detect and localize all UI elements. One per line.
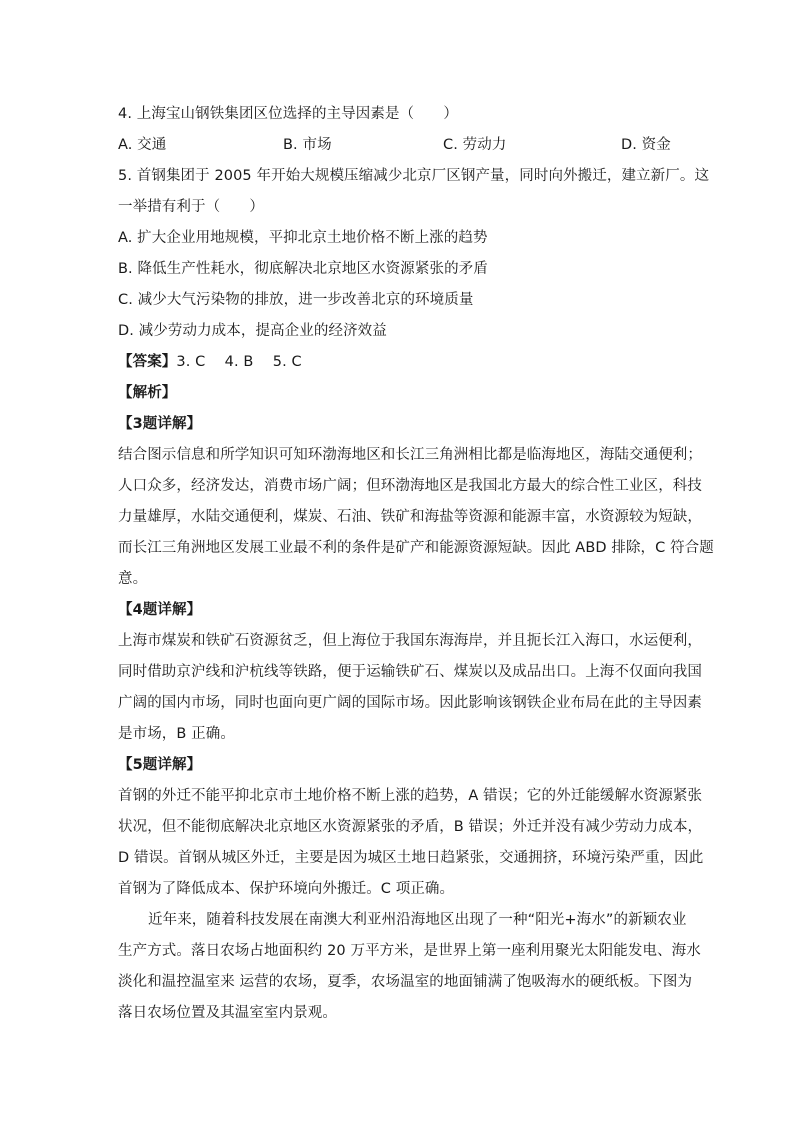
detail-5-line-4: 首钢为了降低成本、保护环境向外搬迁。C 项正确。 bbox=[118, 881, 455, 897]
question-5-option-c: C. 减少大气污染物的排放，进一步改善北京的环境质量 bbox=[118, 292, 474, 308]
question-5-option-d: D. 减少劳动力成本，提高企业的经济效益 bbox=[118, 323, 387, 339]
detail-3-line-1: 结合图示信息和所学知识可知环渤海地区和长江三角洲相比都是临海地区，海陆交通便利； bbox=[118, 447, 702, 463]
question-5-stem-line-1: 5. 首钢集团于 2005 年开始大规模压缩减少北京厂区钢产量，同时向外搬迁，建立新厂。这 bbox=[118, 168, 710, 184]
question-4-option-d: D. 资金 bbox=[621, 137, 671, 153]
question-4-option-b: B. 市场 bbox=[283, 137, 332, 153]
question-5-option-a: A. 扩大企业用地规模，平抑北京土地价格不断上涨的趋势 bbox=[118, 230, 488, 246]
detail-3-line-4: 而长江三角洲地区发展工业最不利的条件是矿产和能源资源短缺。因此 ABD 排除，C 符合题 bbox=[118, 540, 714, 556]
document-page bbox=[118, 99, 714, 1029]
passage-line-3: 淡化和温控温室来 运营的农场，夏季，农场温室的地面铺满了饱吸海水的硬纸板。下图为 bbox=[118, 974, 693, 990]
detail-5-line-2: 状况，但不能彻底解决北京地区水资源紧张的矛盾，B 错误；外迁并没有减少劳动力成本， bbox=[118, 819, 703, 835]
question-5-option-b: B. 降低生产性耗水，彻底解决北京地区水资源紧张的矛盾 bbox=[118, 261, 488, 277]
question-4-option-c: C. 劳动力 bbox=[443, 137, 507, 153]
detail-5-line-1: 首钢的外迁不能平抑北京市土地价格不断上涨的趋势，A 错误；它的外迁能缓解水资源紧张 bbox=[118, 788, 703, 804]
question-4-stem: 4. 上海宝山钢铁集团区位选择的主导因素是（ ） bbox=[118, 106, 458, 122]
passage-line-2: 生产方式。落日农场占地面积约 20 万平方米，是世界上第一座利用聚光太阳能发电、海水 bbox=[118, 943, 701, 959]
answer-label: 【答案】 bbox=[118, 354, 177, 370]
detail-3-line-3: 力量雄厚，水陆交通便利，煤炭、石油、铁矿和海盐等资源和能源丰富，水资源较为短缺， bbox=[118, 509, 702, 525]
passage-line-4: 落日农场位置及其温室室内景观。 bbox=[118, 1005, 337, 1021]
detail-3-label: 【3题详解】 bbox=[118, 416, 202, 432]
detail-5-label: 【5题详解】 bbox=[118, 757, 202, 773]
question-4-option-a: A. 交通 bbox=[118, 137, 167, 153]
passage-line-1: 近年来，随着科技发展在南澳大利亚州沿海地区出现了一种“阳光+海水”的新颖农业 bbox=[148, 912, 687, 928]
answer-line bbox=[118, 347, 678, 378]
detail-3-line-5: 意。 bbox=[118, 571, 148, 587]
answer-value: 3. C 4. B 5. C bbox=[176, 354, 302, 370]
detail-4-line-4: 是市场，B 正确。 bbox=[118, 726, 235, 742]
detail-4-line-2: 同时借助京沪线和沪杭线等铁路，便于运输铁矿石、煤炭以及成品出口。上海不仅面向我国 bbox=[118, 664, 702, 680]
question-5-stem-line-2: 一举措有利于（ ） bbox=[118, 199, 264, 215]
detail-4-line-3: 广阔的国内市场，同时也面向更广阔的国际市场。因此影响该钢铁企业布局在此的主导因素 bbox=[118, 695, 702, 711]
detail-4-label: 【4题详解】 bbox=[118, 602, 202, 618]
detail-3-line-2: 人口众多，经济发达，消费市场广阔；但环渤海地区是我国北方最大的综合性工业区，科技 bbox=[118, 478, 702, 494]
detail-4-line-1: 上海市煤炭和铁矿石资源贫乏，但上海位于我国东海海岸，并且扼长江入海口，水运便利， bbox=[118, 633, 702, 649]
detail-5-line-3: D 错误。首钢从城区外迁，主要是因为城区土地日趋紧张，交通拥挤，环境污染严重，因此 bbox=[118, 850, 704, 866]
analysis-label: 【解析】 bbox=[118, 385, 177, 401]
question-4-options bbox=[118, 130, 678, 161]
